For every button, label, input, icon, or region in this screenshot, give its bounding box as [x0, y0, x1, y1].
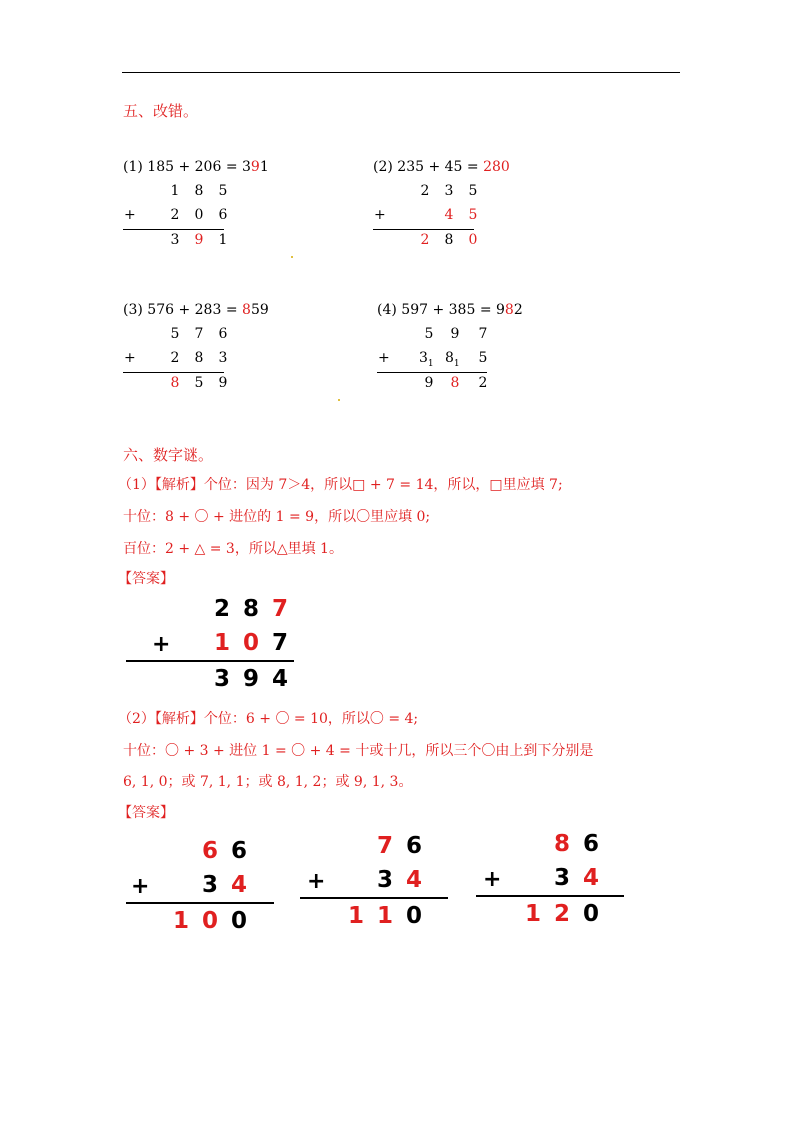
- digit: 1: [170, 183, 180, 199]
- problem-1-eq-left: 185 + 206 = 3: [147, 159, 251, 175]
- plus-sign: +: [483, 867, 502, 892]
- digit: 5: [170, 326, 180, 342]
- answer-digit: 6: [405, 833, 422, 859]
- digit: 2: [170, 207, 180, 223]
- answer-digit: 3: [201, 872, 218, 898]
- answer-digit: 1: [376, 903, 393, 929]
- answer-digit: 4: [230, 872, 247, 898]
- plus-sign: +: [124, 350, 136, 366]
- problem-4-equation: [377, 302, 523, 318]
- speck: [291, 256, 293, 258]
- digit: 4: [444, 207, 454, 223]
- answer-digit: 4: [405, 867, 422, 893]
- digit-value: 8: [445, 350, 454, 366]
- p2-analysis-line-1: （2）【解析】个位：6 + 〇 = 10，所以〇 = 4;: [118, 711, 419, 727]
- digit: 2: [478, 375, 488, 391]
- digit: [419, 350, 433, 369]
- answer-digit: 1: [213, 630, 230, 656]
- answer-digit: 0: [405, 903, 422, 929]
- answer-digit: 3: [376, 867, 393, 893]
- sum-line: [126, 902, 274, 904]
- answer-digit: 1: [172, 908, 189, 934]
- digit: 5: [194, 375, 204, 391]
- sum-line: [123, 372, 224, 373]
- problem-3-eq-right: 59: [250, 302, 269, 318]
- answer-digit: 9: [242, 666, 259, 692]
- digit: 3: [444, 183, 454, 199]
- digit: 8: [194, 183, 204, 199]
- sum-line: [373, 229, 474, 230]
- problem-3-eq-red: 8: [242, 302, 251, 318]
- digit: 5: [424, 326, 434, 342]
- problem-3-equation: [123, 302, 269, 318]
- digit: 5: [218, 183, 228, 199]
- answer-digit: 7: [271, 596, 288, 622]
- answer-digit: 1: [524, 901, 541, 927]
- digit-value: 3: [419, 350, 428, 366]
- digit: 2: [170, 350, 180, 366]
- carry-mark: 1: [427, 358, 434, 369]
- p1-answer-label: 【答案】: [118, 571, 174, 587]
- digit: 9: [218, 375, 228, 391]
- sum-line: [123, 229, 224, 230]
- p1-analysis-line-1: （1）【解析】个位：因为 7＞4，所以□ + 7 = 14，所以，□里应填 7;: [118, 477, 563, 493]
- answer-digit: 6: [230, 838, 247, 864]
- answer-digit: 3: [553, 865, 570, 891]
- digit: 6: [218, 326, 228, 342]
- p1-analysis-line-2: 十位：8 + 〇 + 进位的 1 = 9，所以〇里应填 0;: [123, 509, 431, 525]
- answer-digit: 7: [271, 630, 288, 656]
- digit: 3: [170, 232, 180, 248]
- digit: [445, 350, 459, 369]
- digit: 9: [194, 232, 204, 248]
- answer-digit: 0: [582, 901, 599, 927]
- answer-digit: 4: [582, 865, 599, 891]
- answer-digit: 2: [213, 596, 230, 622]
- header-rule: [122, 72, 680, 73]
- sum-line: [476, 895, 624, 897]
- p2-answer-label: 【答案】: [118, 805, 174, 821]
- problem-4-eq-left: 597 + 385 = 9: [401, 302, 505, 318]
- plus-sign: +: [131, 874, 150, 899]
- speck: [338, 399, 340, 401]
- digit: 2: [420, 183, 430, 199]
- digit: 7: [194, 326, 204, 342]
- plus-sign: +: [378, 350, 390, 366]
- answer-digit: 8: [242, 596, 259, 622]
- p2-analysis-line-3: 6, 1, 0；或 7, 1, 1；或 8, 1, 2；或 9, 1, 3。: [123, 774, 413, 790]
- problem-2-equation: [373, 159, 510, 175]
- answer-digit: 8: [553, 831, 570, 857]
- plus-sign: +: [374, 207, 386, 223]
- problem-2-eq-red: 280: [483, 159, 510, 175]
- digit: 0: [194, 207, 204, 223]
- digit: 8: [450, 375, 460, 391]
- plus-sign: +: [152, 632, 171, 657]
- digit: 8: [170, 375, 180, 391]
- problem-1-label: (1): [123, 159, 143, 175]
- problem-4-label: (4): [377, 302, 397, 318]
- problem-4-eq-right: 2: [513, 302, 523, 318]
- answer-digit: 0: [242, 630, 259, 656]
- digit: 9: [450, 326, 460, 342]
- answer-digit: 3: [213, 666, 230, 692]
- digit: 7: [478, 326, 488, 342]
- plus-sign: +: [307, 869, 326, 894]
- problem-1-eq-right: 1: [259, 159, 269, 175]
- answer-digit: 6: [201, 838, 218, 864]
- digit: 8: [194, 350, 204, 366]
- p2-analysis-line-2: 十位：〇 + 3 + 进位 1 = 〇 + 4 = 十或十几，所以三个〇由上到下分别是: [123, 743, 594, 759]
- answer-digit: 1: [347, 903, 364, 929]
- problem-1-eq-red: 9: [250, 159, 260, 175]
- problem-3-label: (3): [123, 302, 143, 318]
- digit: 9: [424, 375, 434, 391]
- problem-4-eq-red: 8: [504, 302, 514, 318]
- digit: 1: [218, 232, 228, 248]
- carry-mark: 1: [453, 358, 460, 369]
- section5-heading: 五、改错。: [123, 102, 199, 120]
- problem-3-eq-left: 576 + 283 =: [147, 302, 243, 318]
- answer-digit: 4: [271, 666, 288, 692]
- sum-line: [300, 897, 448, 899]
- problem-1-equation: [123, 159, 269, 175]
- answer-digit: 7: [376, 833, 393, 859]
- p1-analysis-line-3: 百位：2 + △ = 3，所以△里填 1。: [123, 541, 343, 557]
- problem-2-label: (2): [373, 159, 393, 175]
- digit: 5: [468, 183, 478, 199]
- answer-digit: 6: [582, 831, 599, 857]
- digit: 5: [478, 350, 488, 366]
- digit: 8: [444, 232, 454, 248]
- section6-heading: 六、数字谜。: [123, 446, 214, 464]
- problem-2-eq-left: 235 + 45 =: [397, 159, 484, 175]
- answer-digit: 0: [201, 908, 218, 934]
- answer-digit: 0: [230, 908, 247, 934]
- answer-digit: 2: [553, 901, 570, 927]
- sum-line: [377, 372, 487, 373]
- digit: 3: [218, 350, 228, 366]
- digit: 5: [468, 207, 478, 223]
- digit: 0: [468, 232, 478, 248]
- plus-sign: +: [124, 207, 136, 223]
- digit: 2: [420, 232, 430, 248]
- digit: 6: [218, 207, 228, 223]
- sum-line: [126, 660, 294, 662]
